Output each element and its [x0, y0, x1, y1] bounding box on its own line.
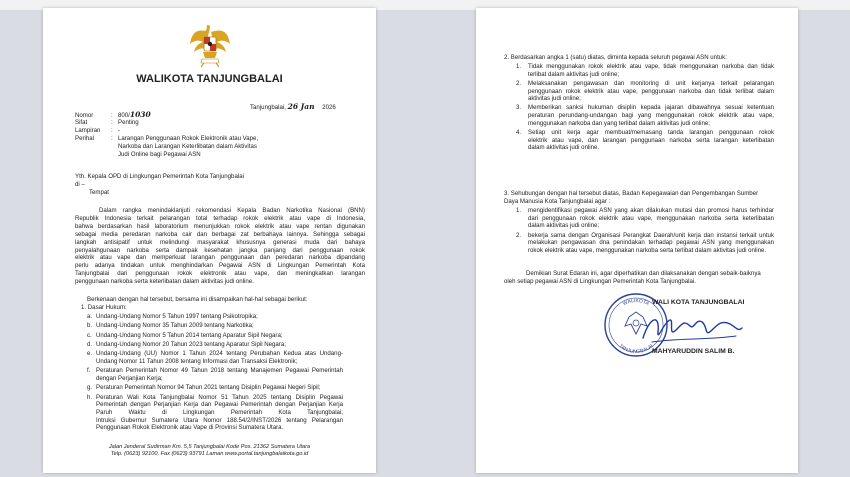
legal-basis-item: Undang-Undang Nomor 5 Tahun 2014 tentang Aparatur Sipil Negara;	[96, 331, 283, 339]
list-item-line: rokok elektrik atau vape, menggunakan narkoba serta terlibat dalam aktivitas judi online.	[528, 246, 767, 254]
legal-basis-item: Paruh Waktu di Lingkungan Pemerintah Kota Tanjungbalai;	[96, 408, 343, 416]
list-number: 1.	[516, 207, 522, 214]
perihal-cont-2: Judi Online bagi Pegawai ASN	[118, 151, 201, 158]
list-item-line: dari penggunaan rokok elektrik atau vape, menggunakan narkoba serta keterlibatan	[528, 214, 774, 222]
letterhead-title: WALIKOTA TANJUNGBALAI	[136, 73, 283, 85]
legal-basis-item: Peraturan Wali Kota Tanjungbalai Nomor 51 Tahun 2025 tentang Disiplin Pegawai	[96, 393, 343, 401]
paragraph-line: Republik Indonesia terkait pelarangan total terhadap rokok elektrik atau vape di Indonesia,	[75, 214, 365, 222]
item-3-intro-line-1: 3. Sehubungan dengan hal tersebut diatas, Badan Kepegawaian dan Pengembangan Sumber	[504, 190, 759, 197]
svg-text:WALIKOTA	[622, 298, 650, 307]
meta-row-lampiran: Lampiran : -	[75, 127, 121, 134]
letter-page-2	[476, 8, 798, 473]
second-paragraph: Berkenaan dengan hal tersebut, bersama ini disampaikan hal-hal sebagai berikut:	[87, 296, 308, 303]
paragraph-line: perlu adanya tindakan untuk menghindarkan Pegawai ASN di Lingkungan Pemerintah Kota	[75, 262, 365, 270]
legal-basis-item: Pemerintah dengan Perjanjian Kerja dan Pegawai Pemerintah dengan Perjanjian Kerja	[96, 401, 343, 409]
paragraph-line: elektrik atau vape dan memperkuat larangan penggunaan dan peredaran narkoba dipandang	[75, 254, 365, 262]
legal-basis-letter: b.	[87, 322, 93, 330]
list-item-line: menggunakan narkoba dan yang terlibat dalam aktivitas judi online;	[528, 119, 710, 127]
list-item-line: Melaksanakan pengawasan dan monitoring di unit kerjanya terkait pelarangan	[528, 79, 774, 87]
footer-contact: Telp. (0623) 92100, Fax (0623) 93791 Laman www.portal.tanjungbalaikota.go.id	[110, 451, 309, 457]
legal-basis-letter: e.	[87, 350, 93, 358]
stamp-top-text: WALIKOTA	[622, 297, 650, 308]
meta-row-sifat: Sifat : Penting	[75, 119, 139, 126]
list-number: 1.	[516, 63, 522, 70]
item-2-intro: 2. Berdasarkan angka 1 (satu) diatas, diminta kepada seluruh pegawai ASN untuk:	[504, 54, 727, 61]
stamp-bottom-text: TANJUNGBALAI	[617, 343, 655, 356]
signature-name: MAHYARUDDIN SALIM B.	[652, 348, 735, 355]
list-item-line: terlibat dalam aktivitas judi online;	[528, 70, 620, 78]
list-item-line: Tidak menggunakan rokok elektrik atau vape, tidak menggunakan narkoba dan tidak	[528, 63, 774, 70]
paragraph-line: penggunaan narkoba serta keterlibatan dalam aktivitas judi online.	[75, 278, 254, 286]
paragraph-line: sebagai media peredaran narkoba cair dan berbagai zat berbahaya lainnya. Sehingga sebagai	[75, 230, 365, 238]
addressee-line-2: di –	[75, 181, 85, 188]
list-number: 4.	[516, 128, 522, 136]
perihal-cont-1: Narkoba dan Larangan Keterlibatan dalam Aktivitas	[118, 143, 257, 150]
letter-date: Tanjungbalai, 26 Jan 2026	[250, 102, 336, 111]
legal-basis-item: Undang-Undang Nomor 35 Tahun 2009 tentang Narkotika;	[96, 322, 254, 330]
item-3-intro-line-2: Daya Manusia Kota Tanjungbalai agar :	[504, 198, 611, 205]
closing-line-1: Demikian Surat Edaran ini, agar diperhatikan dan dilaksanakan dengan sebaik-baiknya	[526, 270, 761, 277]
list-item-line: bekerja sama dengan Organisasi Perangkat Daerah/unit kerja dan instansi terkait untuk	[528, 231, 774, 239]
list-item-line: elektrik atau vape, dan larangan penggunaan narkoba serta larangan keterlibatan	[528, 136, 774, 144]
list-number: 2.	[516, 79, 522, 87]
list-item-line: dalam aktivitas judi online;	[528, 222, 600, 230]
meta-row-nomor: Nomor : 800/1030	[75, 110, 151, 119]
legal-basis-letter: f.	[87, 367, 91, 375]
legal-basis-item: Undang-Undang (UU) Nomor 1 Tahun 2024 tentang Perubahan Kedua atas Undang-	[96, 350, 343, 358]
paragraph-line: Tanjungbalai dari penggunaan rokok elektronik atau vape, dan meningkatkan larangan	[75, 270, 365, 278]
paragraph-line: langkah antisipatif untuk melindungi masyarakat khususnya generasi muda dari bahaya	[75, 238, 365, 246]
legal-basis-item: Undang Nomor 11 Tahun 2008 tentang Informasi dan Transaksi Elektronik;	[96, 357, 298, 365]
legal-basis-letter: d.	[87, 340, 93, 348]
signature-title: WALI KOTA TANJUNGBALAI	[652, 299, 745, 306]
list-number: 2.	[516, 231, 522, 239]
list-item-line: peraturan perundang-undangan bagi yang menggunakan rokok elektrik atau vape,	[528, 112, 774, 119]
legal-basis-item: Peraturan Pemerintah Nomor 94 Tahun 2021 tentang Disiplin Pegawai Negeri Sipil;	[96, 384, 321, 392]
letter-page-1	[43, 8, 376, 473]
addressee-line-1: Yth. Kepala OPD di Lingkungan Pemerintah Kota Tanjungbalai	[75, 173, 244, 180]
dasar-hukum-title: 1. Dasar Hukum:	[81, 304, 127, 311]
legal-basis-item: Undang-Undang Nomor 5 Tahun 1997 tentang Psikotropika;	[96, 313, 258, 320]
list-item-line: aktivitas judi online;	[528, 95, 581, 103]
legal-basis-item: Penggunaan Rokok Elektronik atau Vape di Provinsi Sumatera Utara.	[96, 424, 284, 432]
list-item-line: Memberikan sanksi hukuman disiplin kepada jajaran dibawahnya sesuai ketentuan	[528, 104, 774, 112]
legal-basis-letter: a.	[87, 313, 93, 320]
meta-row-perihal: Perihal : Larangan Penggunaan Rokok Elektronik atau Vape,	[75, 135, 259, 142]
paragraph-line: bahwa berdasarkan hasil laboratorium menunjukkan rokok elektrik atau vape rentan digunakan	[75, 222, 365, 230]
legal-basis-letter: g.	[87, 384, 93, 392]
handwritten-signature-icon	[638, 308, 748, 353]
closing-line-2: oleh setiap pegawai ASN di Lingkungan Pemerintah Kota Tanjungbalai.	[504, 278, 696, 285]
addressee-line-3: Tempat	[89, 189, 109, 196]
garuda-emblem-icon	[189, 22, 231, 68]
list-item-line: penggunaan rokok elektrik atau vape, penggunaan narkoba dan tidak terlibat dalam	[528, 87, 774, 95]
list-item-line: dalam aktivitas judi online.	[528, 144, 600, 152]
list-item-line: Setiap unit kerja agar membuat/memasang tanda larangan penggunaan rokok	[528, 128, 774, 136]
paragraph-line: Dalam rangka menindaklanjuti rekomendasi Kepala Badan Narkotika Nasional (BNN)	[99, 207, 365, 214]
legal-basis-letter: h.	[87, 393, 93, 401]
list-item-line: mengidentifikasi pegawai ASN yang akan dilakukan mutasi dan promosi harus terhindar	[528, 207, 774, 214]
paragraph-line: penyalahgunaan narkoba serta dampak kesehatan jangka panjang dari penggunaan rokok	[75, 246, 365, 254]
legal-basis-item: Peraturan Pemerintah Nomor 49 Tahun 2018 tentang Manajemen Pegawai Pemerintah	[96, 367, 343, 375]
list-item-line: melakukan pengawasan dna penindakan terhadap pegawai ASN yang menggunakan	[528, 239, 774, 247]
legal-basis-item: Undang-Undang Nomor 20 Tahun 2023 tentang Aparatur Sipil Negara;	[96, 340, 286, 348]
legal-basis-letter: c.	[87, 331, 92, 339]
list-number: 3.	[516, 104, 522, 112]
legal-basis-item: Intruksi Gubernur Sumatera Utara Nomor 188.54/2/INST/2026 tentang Pelarangan	[96, 416, 343, 424]
legal-basis-item: dengan Perjanjian Kerja;	[96, 374, 163, 382]
footer-address: Jalan Jenderal Sudirman Km. 5,5 Tanjungbalai Kode Pos. 21362 Sumatera Utara	[108, 444, 311, 450]
